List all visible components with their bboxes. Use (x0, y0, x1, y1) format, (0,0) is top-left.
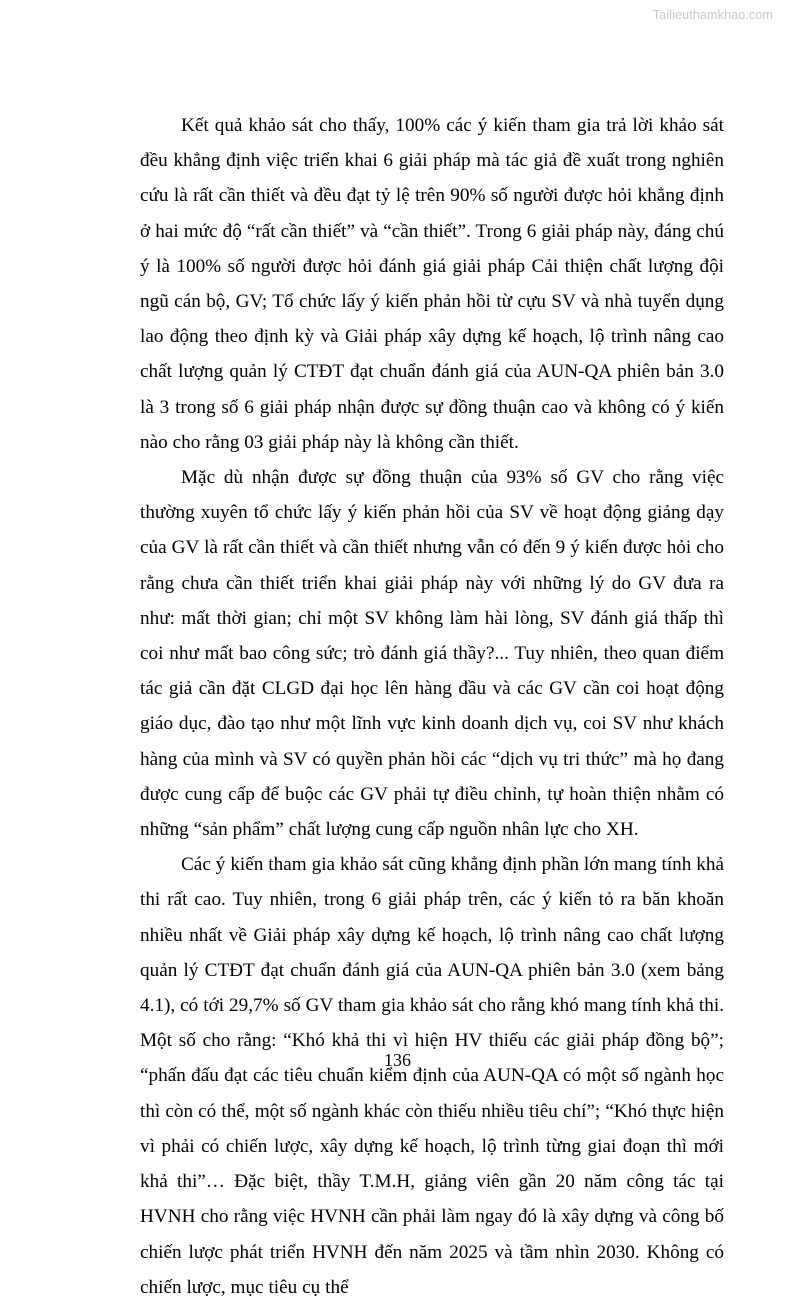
site-watermark: Tailieuthamkhao.com (652, 8, 773, 22)
page-body-text (140, 108, 724, 1305)
body-paragraph-2: Mặc dù nhận được sự đồng thuận của 93% số GV cho rằng việc thường xuyên tổ chức lấy ý kiến phản hồi của SV về hoạt động giảng dạy của GV là rất cần thiết và cần thiết nhưng vẫn có đến 9 ý kiến được hỏi cho rằng chưa cần thiết triển khai giải pháp này với những lý do GV đưa ra như: mất thời gian; chỉ một SV không làm hài lòng, SV đánh giá thấp thì coi như mất bao công sức; trò đánh giá thầy?... Tuy nhiên, theo quan điểm tác giả cần đặt CLGD đại học lên hàng đầu và các GV cần coi hoạt động giáo dục, đào tạo như một lĩnh vực kinh doanh dịch vụ, coi SV như khách hàng của mình và SV có quyền phản hồi các “dịch vụ tri thức” mà họ đang được cung cấp để buộc các GV phải tự điều chỉnh, tự hoàn thiện nhằm có những “sản phẩm” chất lượng cung cấp nguồn nhân lực cho XH. (140, 467, 724, 841)
page-number: 136 (384, 1050, 411, 1070)
body-paragraph-3: Các ý kiến tham gia khảo sát cũng khẳng định phần lớn mang tính khả thi rất cao. Tuy nhiên, trong 6 giải pháp trên, các ý kiến tỏ ra băn khoăn nhiều nhất về Giải pháp xây dựng kế hoạch, lộ trình nâng cao chất lượng quản lý CTĐT đạt chuẩn đánh giá của AUN-QA phiên bản 3.0 (xem bảng 4.1), có tới 29,7% số GV tham gia khảo sát cho rằng khó mang tính khả thi. Một số cho rằng: “Khó khả thi vì hiện HV thiếu các giải pháp đồng bộ”; “phấn đấu đạt các tiêu chuẩn kiểm định của AUN-QA có một số ngành học thì còn có thể, một số ngành khác còn thiếu nhiều tiêu chí”; “Khó thực hiện vì phải có chiến lược, xây dựng kế hoạch, lộ trình từng giai đoạn thì mới khả thi”… Đặc biệt, thầy T.M.H, giảng viên gần 20 năm công tác tại HVNH cho rằng việc HVNH cần phải làm ngay đó là xây dựng và công bố chiến lược phát triển HVNH đến năm 2025 và tầm nhìn 2030. Không có chiến lược, mục tiêu cụ thể (140, 854, 724, 1298)
body-paragraph-1: Kết quả khảo sát cho thấy, 100% các ý kiến tham gia trả lời khảo sát đều khẳng định việc triển khai 6 giải pháp mà tác giả đề xuất trong nghiên cứu là rất cần thiết và đều đạt tỷ lệ trên 90% số người được hỏi khẳng định ở hai mức độ “rất cần thiết” và “cần thiết”. Trong 6 giải pháp này, đáng chú ý là 100% số người được hỏi đánh giá giải pháp Cải thiện chất lượng đội ngũ cán bộ, GV; Tổ chức lấy ý kiến phản hồi từ cựu SV và nhà tuyển dụng lao động theo định kỳ và Giải pháp xây dựng kế hoạch, lộ trình nâng cao chất lượng quản lý CTĐT đạt chuẩn đánh giá của AUN-QA phiên bản 3.0 là 3 trong số 6 giải pháp nhận được sự đồng thuận cao và không có ý kiến nào cho rằng 03 giải pháp này là không cần thiết. (140, 115, 724, 453)
